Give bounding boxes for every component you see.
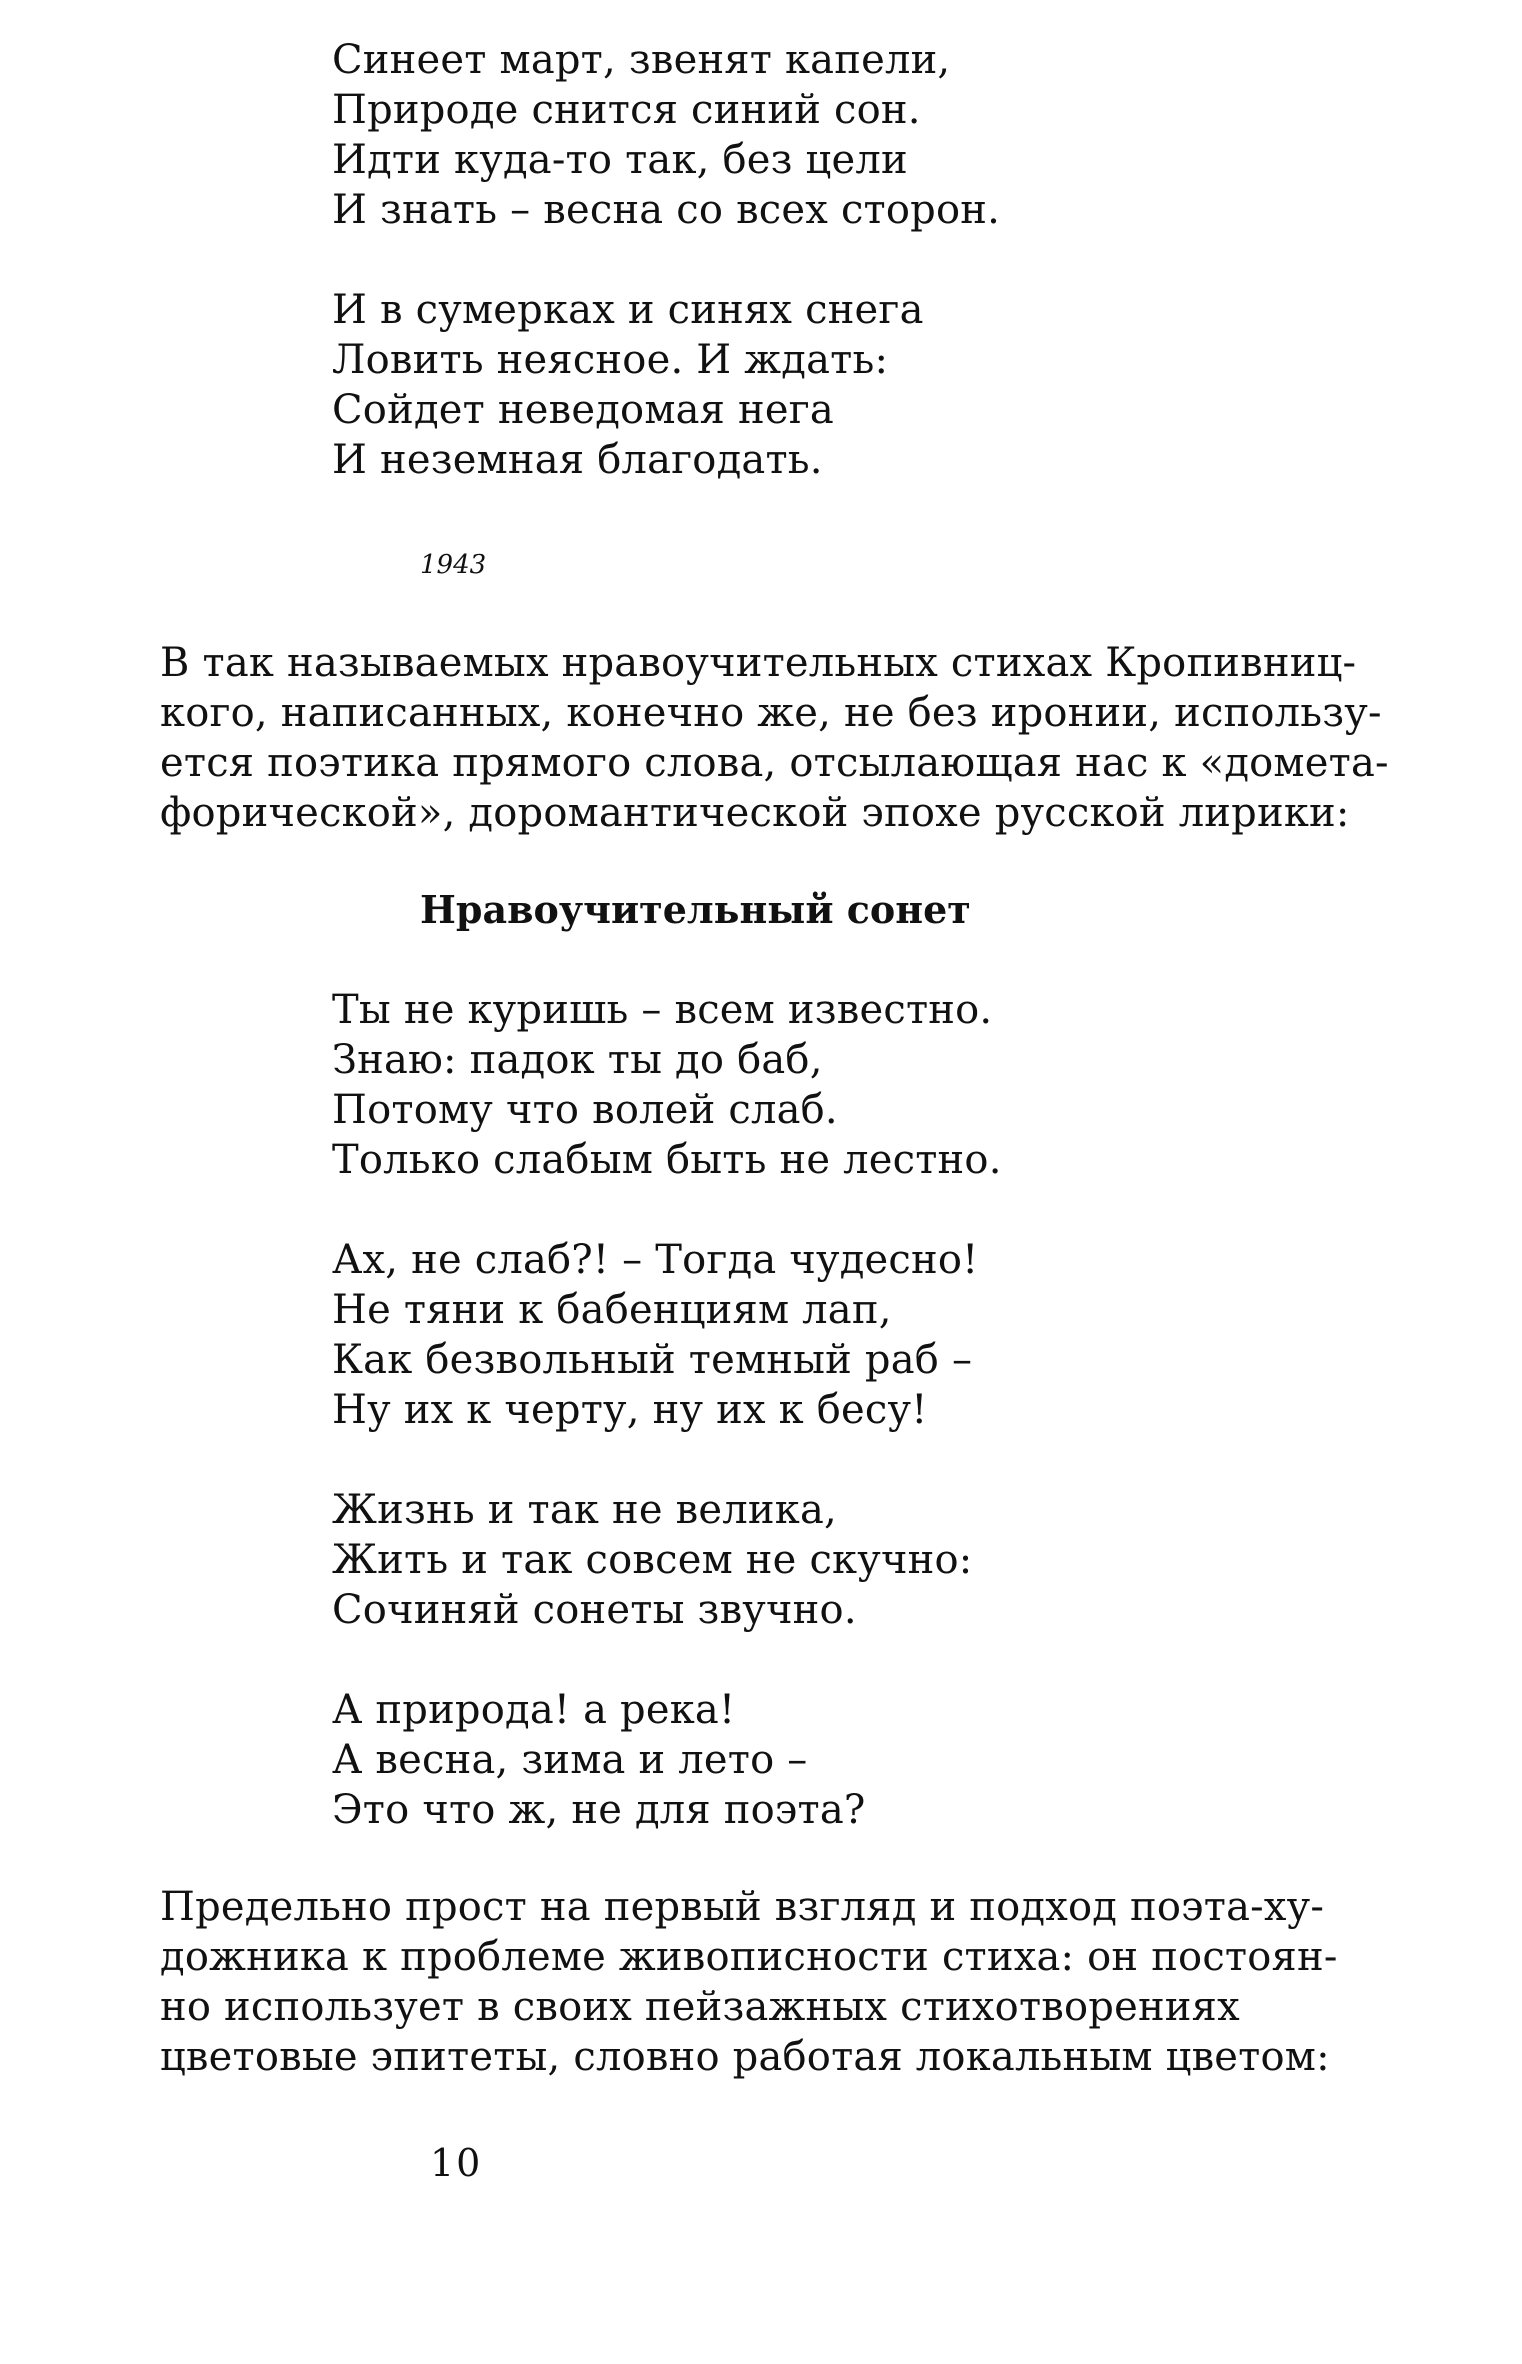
verse-line: Сойдет неведомая нега <box>332 387 834 433</box>
paragraph-line: форической», доромантической эпохе русской лирики: <box>160 790 1350 836</box>
verse-line: Сочиняй сонеты звучно. <box>332 1587 857 1633</box>
poem1-stanza-2 <box>332 285 924 485</box>
paragraph-line: цветовые эпитеты, словно работая локальным цветом: <box>160 2034 1330 2080</box>
verse-line: Как безвольный темный раб – <box>332 1337 973 1383</box>
verse-line: Ах, не слаб?! – Тогда чудесно! <box>332 1237 979 1283</box>
poem-title: Нравоучительный сонет <box>420 887 971 932</box>
verse-line: А природа! а река! <box>332 1687 736 1733</box>
verse-line: А весна, зима и лето – <box>332 1737 808 1783</box>
paragraph-line: В так называемых нравоучительных стихах Кропивниц- <box>160 640 1357 686</box>
paragraph-line: кого, написанных, конечно же, не без иронии, использу- <box>160 690 1382 736</box>
verse-line: Природе снится синий сон. <box>332 87 921 133</box>
poem1-stanza-1 <box>332 35 1000 235</box>
verse-line: И неземная благодать. <box>332 437 823 483</box>
verse-line: Жизнь и так не велика, <box>332 1487 837 1533</box>
paragraph-line: дожника к проблеме живописности стиха: он постоян- <box>160 1934 1338 1980</box>
poem-date: 1943 <box>420 550 487 580</box>
verse-line: Синеет март, звенят капели, <box>332 37 951 83</box>
verse-line: Только слабым быть не лестно. <box>332 1137 1002 1183</box>
verse-line: Знаю: падок ты до баб, <box>332 1037 823 1083</box>
poem2-stanza-1 <box>332 985 1002 1185</box>
paragraph-line: ется поэтика прямого слова, отсылающая нас к «домета- <box>160 740 1389 786</box>
paragraph-2 <box>160 1882 1338 2082</box>
paragraph-line: Предельно прост на первый взгляд и подход поэта-ху- <box>160 1884 1325 1930</box>
verse-line: Жить и так совсем не скучно: <box>332 1537 973 1583</box>
verse-line: И знать – весна со всех сторон. <box>332 187 1001 233</box>
verse-line: И в сумерках и синях снега <box>332 287 924 333</box>
verse-line: Потому что волей слаб. <box>332 1087 838 1133</box>
poem2-stanza-4 <box>332 1685 866 1835</box>
verse-line: Ну их к черту, ну их к бесу! <box>332 1387 928 1433</box>
poem2-stanza-3 <box>332 1485 972 1635</box>
page-number: 10 <box>430 2141 483 2185</box>
verse-line: Ты не куришь – всем известно. <box>332 987 993 1033</box>
verse-line: Идти куда-то так, без цели <box>332 137 908 183</box>
paragraph-1 <box>160 638 1389 838</box>
verse-line: Не тяни к бабенциям лап, <box>332 1287 892 1333</box>
verse-line: Ловить неясное. И ждать: <box>332 337 889 383</box>
poem2-stanza-2 <box>332 1235 978 1435</box>
paragraph-line: но использует в своих пейзажных стихотворениях <box>160 1984 1240 2030</box>
verse-line: Это что ж, не для поэта? <box>332 1787 866 1833</box>
